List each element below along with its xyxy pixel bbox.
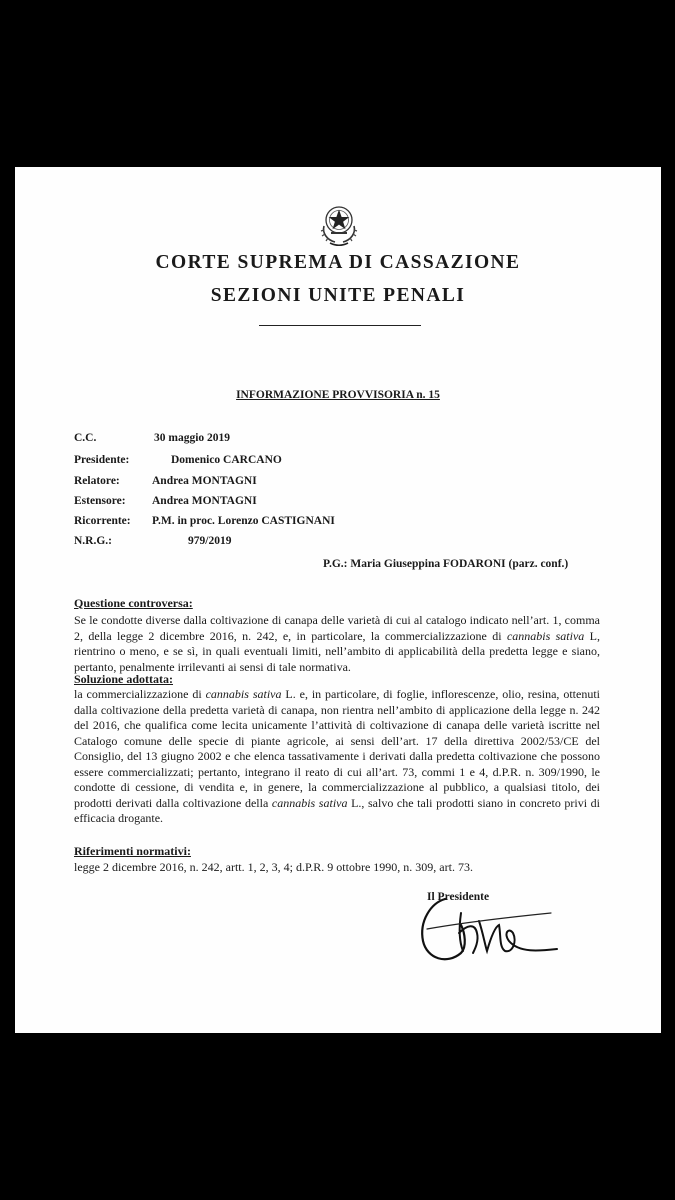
info-title: INFORMAZIONE PROVVISORIA n. 15: [236, 389, 440, 401]
soluzione-heading: Soluzione adottata:: [74, 672, 173, 686]
section-name: SEZIONI UNITE PENALI: [210, 285, 466, 306]
questione-heading: Questione controversa:: [74, 596, 193, 610]
field-value-ricorrente: P.M. in proc. Lorenzo CASTIGNANI: [152, 515, 335, 527]
riferimenti-text: legge 2 dicembre 2016, n. 242, artt. 1, 2, 3, 4; d.P.R. 9 ottobre 1990, n. 309, art. 73.: [74, 860, 473, 874]
field-label-nrg: N.R.G.:: [74, 535, 113, 547]
field-label-estensore: Estensore:: [74, 495, 126, 507]
field-value-cc: 30 maggio 2019: [154, 432, 231, 444]
closing-presidente: Il Presidente: [427, 891, 490, 903]
field-value-estensore: Andrea MONTAGNI: [152, 495, 257, 507]
field-label-presidente: Presidente:: [74, 454, 130, 466]
italian-republic-emblem: [316, 200, 362, 248]
questione-text: Se le condotte diverse dalla coltivazione di canapa delle varietà di cui al catalogo indicato nell’art. 1, comma 2, della legge 2 dicembre 2016, n. 242, e, in particolare, la commercializzazione di cannabis sativa L, rientrino o meno, e se sì, in quali eventuali limiti, nell’ambito di applicabilità della predetta legge e siano, pertanto, penalmente irrilevanti ai sensi di tale normativa.: [74, 613, 600, 674]
pg-line: P.G.: Maria Giuseppina FODARONI (parz. conf.): [323, 558, 569, 570]
field-value-presidente: Domenico CARCANO: [171, 454, 282, 466]
handwritten-signature: [401, 893, 561, 971]
field-value-relatore: Andrea MONTAGNI: [152, 475, 257, 487]
document-page: [15, 167, 661, 1033]
court-name: CORTE SUPREMA DI CASSAZIONE: [155, 252, 521, 273]
field-label-cc: C.C.: [74, 432, 97, 444]
field-value-nrg: 979/2019: [188, 535, 232, 547]
soluzione-text: la commercializzazione di cannabis sativa L. e, in particolare, di foglie, inflorescenze, olio, resina, ottenuti dalla coltivazione della predetta varietà di canapa, non rientra nell’ambito di applicazione della legge n. 242 del 2016, che qualifica come lecita unicamente l’attività di coltivazione di canapa delle varietà iscritte nel Catalogo comune delle specie di piante agricole, ai sensi dell’art. 17 della direttiva 2002/53/CE del Consiglio, del 13 giugno 2002 e che elenca tassativamente i derivati dalla predetta coltivazione che possono essere commercializzati; pertanto, integrano il reato di cui all’art. 73, commi 1 e 4, d.P.R. n. 309/1990, le condotte di cessione, di vendita e, in genere, la commercializzazione al pubblico, a qualsiasi titolo, dei prodotti derivati dalla coltivazione della cannabis sativa L., salvo che tali prodotti siano in concreto privi di efficacia drogante.: [74, 687, 601, 825]
field-label-relatore: Relatore:: [74, 475, 120, 487]
title-divider: [259, 325, 421, 326]
field-label-ricorrente: Ricorrente:: [74, 515, 131, 527]
riferimenti-heading: Riferimenti normativi:: [74, 844, 191, 858]
